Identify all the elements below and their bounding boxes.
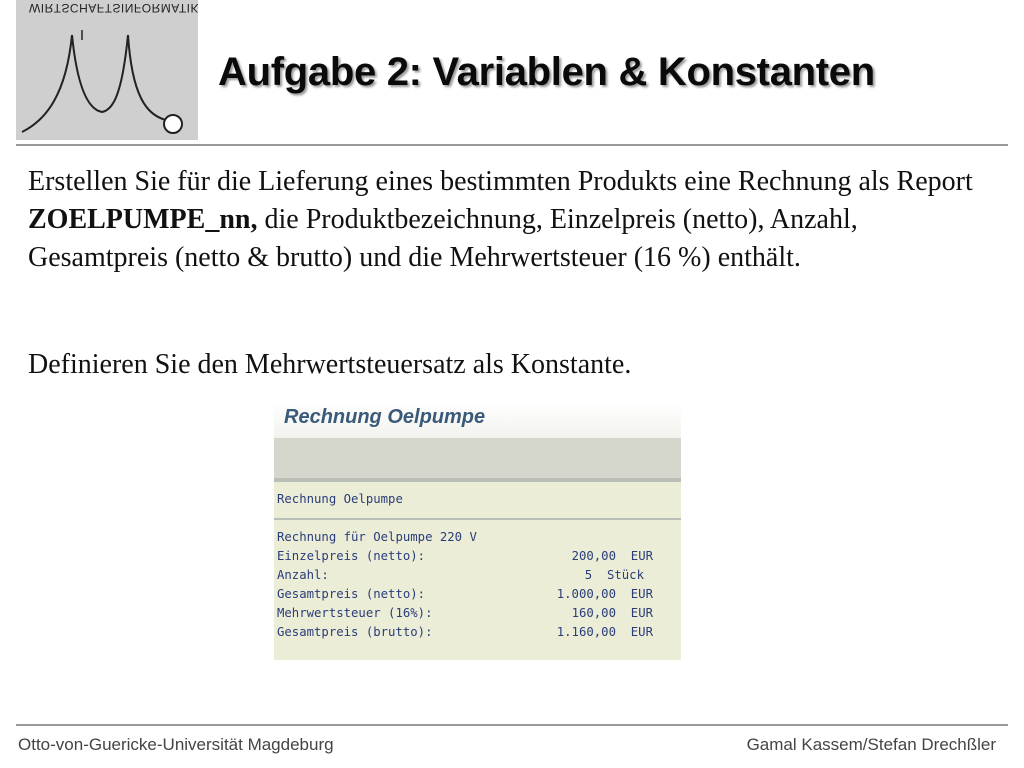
- sap-row-value: 200,00 EUR: [571, 549, 653, 563]
- sap-row-value: 160,00 EUR: [571, 606, 653, 620]
- sap-row-label: Anzahl:: [277, 568, 329, 582]
- sap-divider: [274, 518, 681, 520]
- logo-text: WIRTSCHAFTSINFORMATIK: [28, 1, 200, 15]
- footer-university: Otto-von-Guericke-Universität Magdeburg: [18, 735, 334, 754]
- footer-authors: Gamal Kassem/Stefan Drechßler: [746, 735, 996, 754]
- task-text-end: die Produktbezeichnung, Einzelpreis (netto), Anzahl, Gesamtpreis (netto & brutto) und die Mehrwertsteuer (16 %) enthält.: [28, 204, 858, 273]
- logo-curves-icon: [16, 0, 198, 140]
- report-name: ZOELPUMPE_nn,: [28, 204, 258, 235]
- sap-list-header: Rechnung Oelpumpe: [277, 492, 403, 506]
- sap-product-line: Rechnung für Oelpumpe 220 V: [277, 530, 477, 544]
- sap-row-label: Mehrwertsteuer (16%):: [277, 606, 433, 620]
- header-divider: [16, 144, 1008, 146]
- sap-row-label: Einzelpreis (netto):: [277, 549, 426, 563]
- university-logo: [16, 0, 198, 140]
- sap-row-label: Gesamtpreis (netto):: [277, 587, 426, 601]
- sap-row-label: Gesamtpreis (brutto):: [277, 625, 433, 639]
- task-text-start: Erstellen Sie für die Lieferung eines bestimmten Produkts eine Rechnung als Report: [28, 166, 973, 197]
- sap-title-bar: [274, 402, 681, 438]
- sap-row-value: 1.000,00 EUR: [556, 587, 653, 601]
- sap-row-value: 1.160,00 EUR: [556, 625, 653, 639]
- footer-divider: [16, 724, 1008, 726]
- sap-row-value: 5 Stück: [584, 568, 644, 582]
- task-constant-instruction: Definieren Sie den Mehrwertsteuersatz als Konstante.: [28, 349, 632, 380]
- page-title: Aufgabe 2: Variablen & Konstanten: [218, 50, 875, 94]
- sap-toolbar: [274, 438, 681, 478]
- sap-window-title: Rechnung Oelpumpe: [284, 406, 486, 428]
- sap-report-screenshot: [274, 402, 681, 660]
- sap-divider: [274, 478, 681, 482]
- task-description: [28, 163, 988, 277]
